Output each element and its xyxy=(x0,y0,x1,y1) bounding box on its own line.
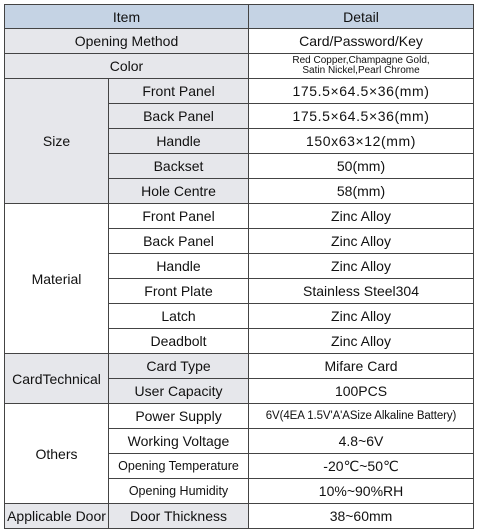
others-group-label: Others xyxy=(5,404,109,504)
color-value-line2: Satin Nickel,Pearl Chrome xyxy=(302,65,420,76)
material-front-plate-label: Front Plate xyxy=(109,279,249,304)
material-latch-label: Latch xyxy=(109,304,249,329)
opening-method-value: Card/Password/Key xyxy=(249,29,474,54)
table-row xyxy=(5,54,474,79)
material-handle-value: Zinc Alloy xyxy=(249,254,474,279)
opening-temperature-value: -20℃~50℃ xyxy=(249,454,474,479)
material-front-panel-value: Zinc Alloy xyxy=(249,204,474,229)
size-backset-label: Backset xyxy=(109,154,249,179)
size-back-panel-label: Back Panel xyxy=(109,104,249,129)
material-front-plate-value: Stainless Steel304 xyxy=(249,279,474,304)
size-handle-value: 150x63×12(mm) xyxy=(249,129,474,154)
table-row xyxy=(5,29,474,54)
size-handle-label: Handle xyxy=(109,129,249,154)
opening-temperature-label: Opening Temperature xyxy=(109,454,249,479)
material-back-panel-label: Back Panel xyxy=(109,229,249,254)
size-front-panel-label: Front Panel xyxy=(109,79,249,104)
table-header-row xyxy=(5,5,474,29)
header-item: Item xyxy=(5,5,249,29)
user-capacity-label: User Capacity xyxy=(109,379,249,404)
material-deadbolt-value: Zinc Alloy xyxy=(249,329,474,354)
opening-humidity-value: 10%~90%RH xyxy=(249,479,474,504)
size-hole-centre-value: 58(mm) xyxy=(249,179,474,204)
working-voltage-label: Working Voltage xyxy=(109,429,249,454)
size-hole-centre-label: Hole Centre xyxy=(109,179,249,204)
working-voltage-value: 4.8~6V xyxy=(249,429,474,454)
size-backset-value: 50(mm) xyxy=(249,154,474,179)
table-row xyxy=(5,354,474,379)
header-detail: Detail xyxy=(249,5,474,29)
material-deadbolt-label: Deadbolt xyxy=(109,329,249,354)
material-handle-label: Handle xyxy=(109,254,249,279)
user-capacity-value: 100PCS xyxy=(249,379,474,404)
card-type-value: Mifare Card xyxy=(249,354,474,379)
table-row xyxy=(5,204,474,229)
material-front-panel-label: Front Panel xyxy=(109,204,249,229)
table-row xyxy=(5,404,474,429)
material-group-label: Material xyxy=(5,204,109,354)
material-latch-value: Zinc Alloy xyxy=(249,304,474,329)
size-front-panel-value: 175.5×64.5×36(mm) xyxy=(249,79,474,104)
material-back-panel-value: Zinc Alloy xyxy=(249,229,474,254)
power-supply-value: 6V(4EA 1.5V'A'ASize Alkaline Battery) xyxy=(249,404,474,429)
specification-table xyxy=(4,4,474,529)
size-back-panel-value: 175.5×64.5×36(mm) xyxy=(249,104,474,129)
card-type-label: Card Type xyxy=(109,354,249,379)
opening-humidity-label: Opening Humidity xyxy=(109,479,249,504)
color-value-line1: Red Copper,Champagne Gold, xyxy=(292,55,430,66)
power-supply-label: Power Supply xyxy=(109,404,249,429)
card-technical-group-label: CardTechnical xyxy=(5,354,109,404)
color-value xyxy=(249,54,474,79)
door-thickness-label: Door Thickness xyxy=(109,504,249,529)
opening-method-label: Opening Method xyxy=(5,29,249,54)
size-group-label: Size xyxy=(5,79,109,204)
color-label: Color xyxy=(5,54,249,79)
door-thickness-value: 38~60mm xyxy=(249,504,474,529)
applicable-door-label: Applicable Door xyxy=(5,504,109,529)
table-row xyxy=(5,504,474,529)
table-row xyxy=(5,79,474,104)
